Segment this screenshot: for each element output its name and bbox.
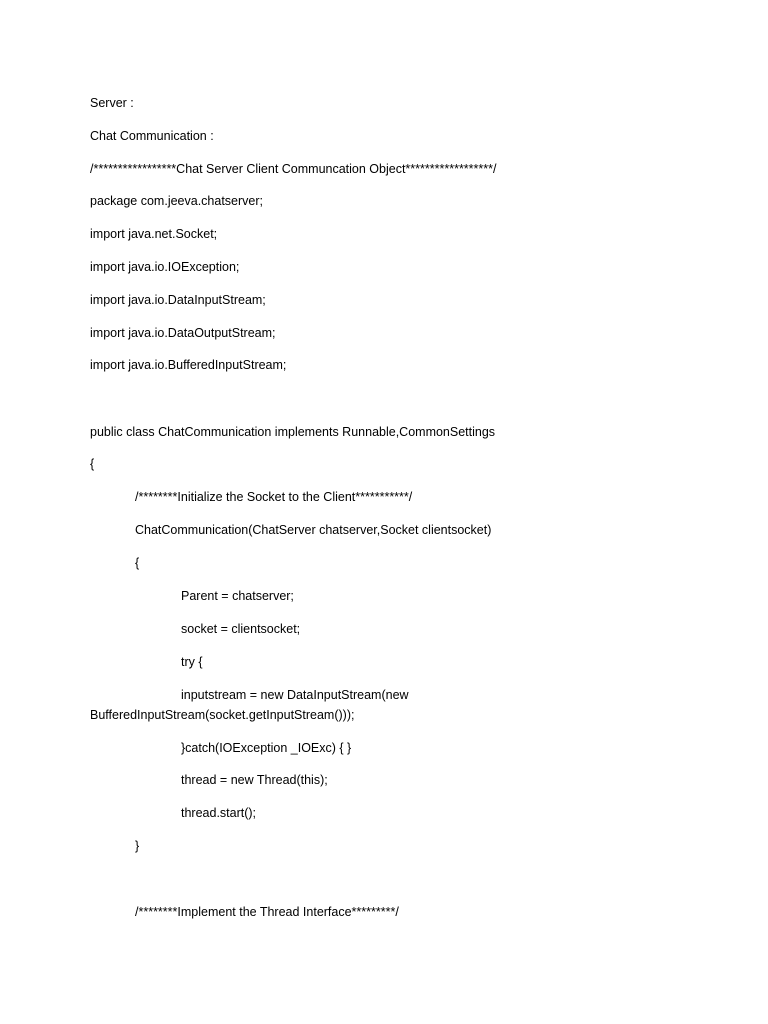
- doc-line-comment-object: /*****************Chat Server Client Communcation Object******************/: [90, 162, 497, 176]
- doc-line-thread-start: thread.start();: [181, 806, 257, 820]
- doc-line-chat-communication-heading: Chat Communication :: [90, 129, 214, 143]
- doc-line-constructor-open-brace: {: [135, 556, 140, 570]
- doc-line-open-brace: {: [90, 457, 95, 471]
- doc-line-package: package com.jeeva.chatserver;: [90, 194, 264, 208]
- doc-line-try: try {: [181, 655, 203, 669]
- doc-line-thread-assign: thread = new Thread(this);: [181, 773, 328, 787]
- doc-line-catch: }catch(IOException _IOExc) { }: [181, 741, 352, 755]
- doc-line-parent-assign: Parent = chatserver;: [181, 589, 294, 603]
- doc-line-comment-thread-interface: /********Implement the Thread Interface*********/: [135, 905, 399, 919]
- doc-line-import-bufferedinputstream: import java.io.BufferedInputStream;: [90, 358, 287, 372]
- doc-line-import-datainputstream: import java.io.DataInputStream;: [90, 293, 266, 307]
- doc-line-import-dataoutputstream: import java.io.DataOutputStream;: [90, 326, 276, 340]
- doc-line-socket-assign: socket = clientsocket;: [181, 622, 301, 636]
- doc-line-import-socket: import java.net.Socket;: [90, 227, 218, 241]
- doc-line-inputstream-assign: inputstream = new DataInputStream(new: [181, 688, 409, 702]
- doc-line-import-ioexception: import java.io.IOException;: [90, 260, 240, 274]
- doc-line-inputstream-continuation: BufferedInputStream(socket.getInputStream()));: [90, 708, 355, 722]
- doc-line-constructor: ChatCommunication(ChatServer chatserver,Socket clientsocket): [135, 523, 492, 537]
- doc-line-constructor-close-brace: }: [135, 839, 140, 853]
- doc-line-server-heading: Server :: [90, 96, 134, 110]
- doc-line-comment-initialize: /********Initialize the Socket to the Client***********/: [135, 490, 413, 504]
- doc-line-class-declaration: public class ChatCommunication implements Runnable,CommonSettings: [90, 425, 496, 439]
